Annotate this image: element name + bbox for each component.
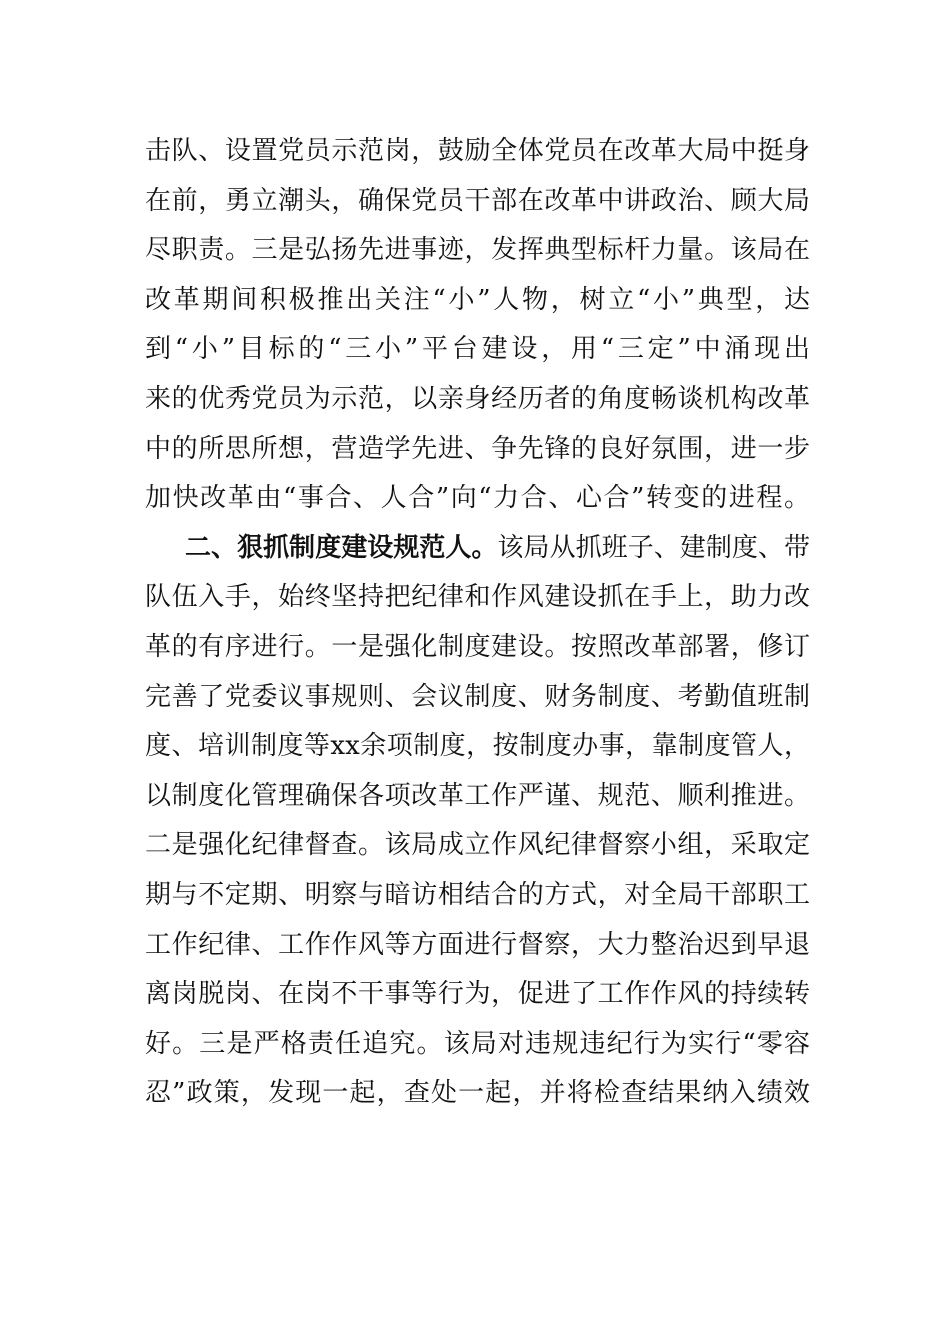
paragraph-line: 到“小”目标的“三小”平台建设，用“三定”中涌现出	[145, 334, 810, 365]
paragraph-line: 离岗脱岗、在岗不干事等行为，促进了工作作风的持续转	[145, 979, 810, 1010]
paragraph-line: 队伍入手，始终坚持把纪律和作风建设抓在手上，助力改	[145, 582, 810, 613]
section-first-line	[145, 524, 810, 574]
paragraph-line: 加快改革由“事合、人合”向“力合、心合”转变的进程。	[145, 483, 810, 514]
section-first-line-text: 该局从抓班子、建制度、带	[497, 532, 810, 563]
paragraph-line: 度、培训制度等xx余项制度，按制度办事，靠制度管人，	[145, 731, 810, 762]
paragraph-line: 击队、设置党员示范岗，鼓励全体党员在改革大局中挺身	[145, 136, 810, 166]
paragraph-line: 尽职责。三是弘扬先进事迹，发挥典型标杆力量。该局在	[145, 235, 810, 266]
paragraph-line: 来的优秀党员为示范，以亲身经历者的角度畅谈机构改革	[145, 383, 810, 414]
paragraph-line: 革的有序进行。一是强化制度建设。按照改革部署，修订	[145, 631, 810, 662]
paragraph-line: 中的所思所想，营造学先进、争先锋的良好氛围，进一步	[145, 433, 810, 464]
body-text	[145, 127, 810, 1119]
paragraph-line: 以制度化管理确保各项改革工作严谨、规范、顺利推进。	[145, 780, 810, 811]
paragraph-line: 忍”政策，发现一起，查处一起，并将检查结果纳入绩效	[145, 1078, 810, 1109]
paragraph-line: 完善了党委议事规则、会议制度、财务制度、考勤值班制	[145, 681, 810, 712]
paragraph-line: 在前，勇立潮头，确保党员干部在改革中讲政治、顾大局	[145, 185, 810, 216]
paragraph-line: 二是强化纪律督查。该局成立作风纪律督察小组，采取定	[145, 830, 810, 861]
paragraph-line: 改革期间积极推出关注“小”人物，树立“小”典型，达	[145, 284, 810, 315]
section-heading: 二、狠抓制度建设规范人。	[185, 532, 498, 563]
paragraph-line: 工作纪律、工作作风等方面进行督察，大力整治迟到早退	[145, 929, 810, 960]
paragraph-line: 好。三是严格责任追究。该局对违规违纪行为实行“零容	[145, 1028, 810, 1059]
paragraph-line: 期与不定期、明察与暗访相结合的方式，对全局干部职工	[145, 879, 810, 910]
